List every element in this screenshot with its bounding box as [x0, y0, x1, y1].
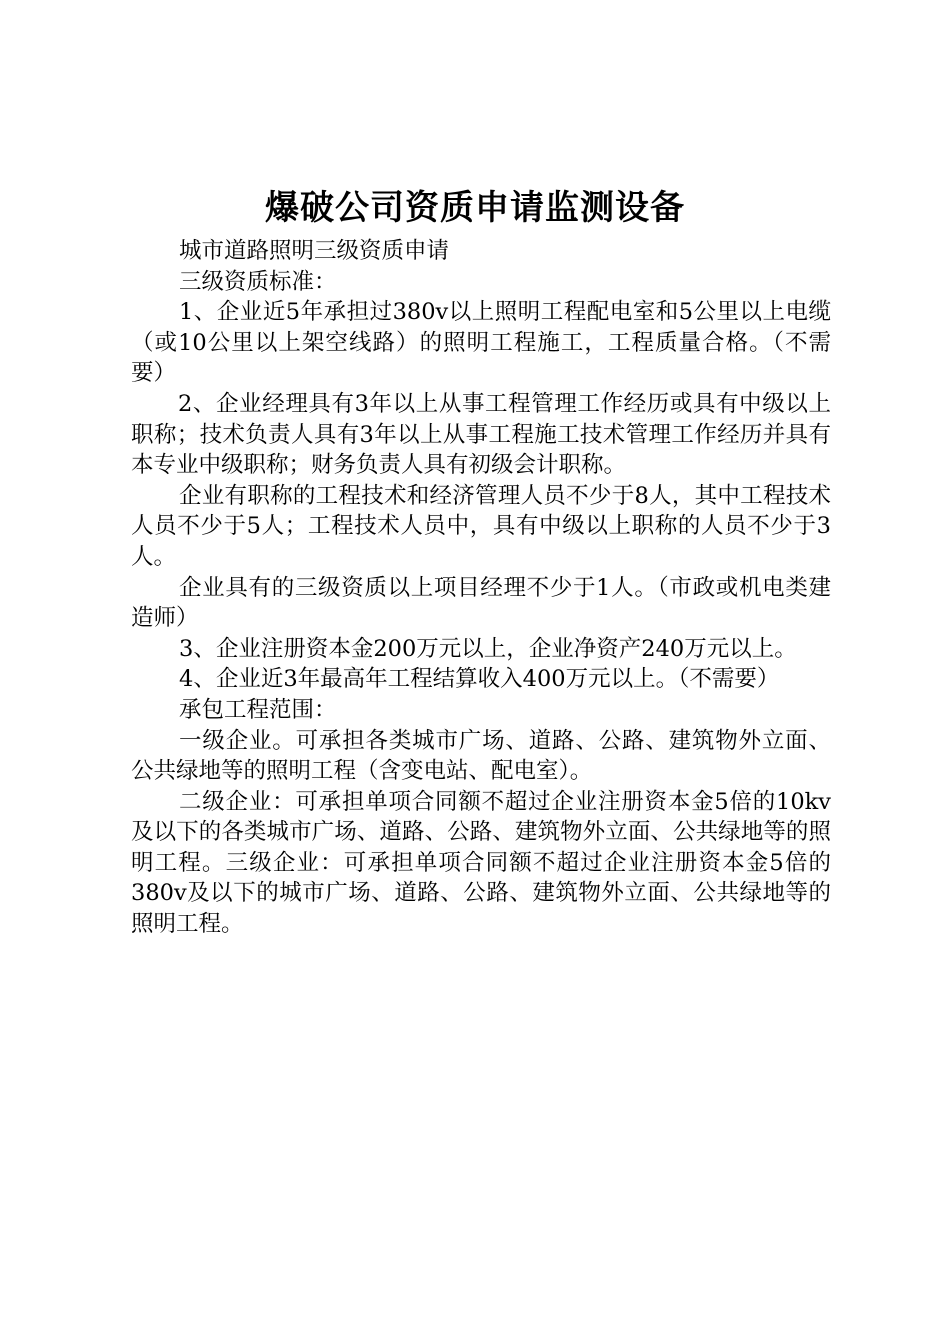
- paragraph-standard-label: 三级资质标准：: [179, 268, 337, 295]
- paragraph-item-4: 4、企业近3年最高年工程结算收入400万元以上。（不需要）: [179, 666, 780, 693]
- paragraph-staff: 企业有职称的工程技术和经济管理人员不少于8人，其中工程技术人员不少于5人；工程技术人员中，具有中级以上职称的人员不少于3人。: [131, 482, 831, 570]
- paragraph-item-1: 1、企业近5年承担过380v以上照明工程配电室和5公里以上电缆（或10公里以上架空线路）的照明工程施工，工程质量合格。（不需要）: [131, 299, 831, 387]
- document-body: [131, 236, 831, 940]
- document-title: 爆破公司资质申请监测设备: [265, 188, 685, 228]
- paragraph-item-3: 3、企业注册资本金200万元以上，企业净资产240万元以上。: [179, 635, 797, 662]
- paragraph-scope-label: 承包工程范围：: [179, 696, 337, 723]
- paragraph-item-2: 2、企业经理具有3年以上从事工程管理工作经历或具有中级以上职称；技术负责人具有3年以上从事工程施工技术管理工作经历并具有本专业中级职称；财务负责人具有初级会计职称。: [131, 390, 831, 479]
- paragraph-second-third-class: 二级企业：可承担单项合同额不超过企业注册资本金5倍的10kv及以下的各类城市广场、道路、公路、建筑物外立面、公共绿地等的照明工程。三级企业：可承担单项合同额不超过企业注册资本金5倍的380v及以下的城市广场、道路、公路、建筑物外立面、公共绿地等的照明工程。: [131, 788, 831, 938]
- paragraph-heading: 城市道路照明三级资质申请: [179, 238, 450, 264]
- paragraph-project-manager: 企业具有的三级资质以上项目经理不少于1人。（市政或机电类建造师）: [131, 574, 831, 632]
- paragraph-first-class: 一级企业。可承担各类城市广场、道路、公路、建筑物外立面、公共绿地等的照明工程（含变电站、配电室）。: [131, 727, 831, 785]
